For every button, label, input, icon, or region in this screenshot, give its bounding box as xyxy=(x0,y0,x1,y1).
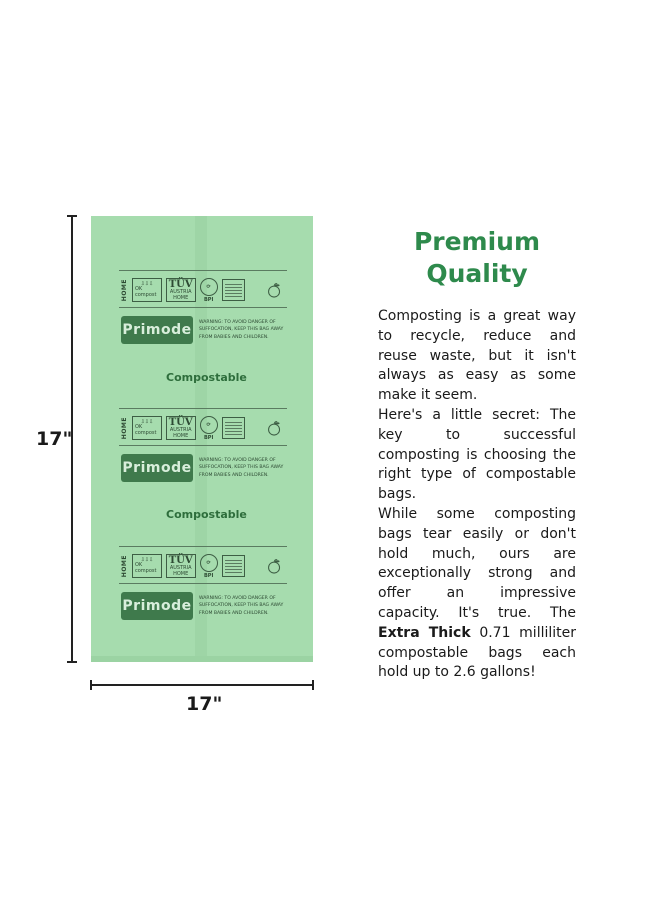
print-rule xyxy=(119,445,287,446)
width-dimension-cap-right xyxy=(312,680,314,690)
cert-home-label: HOME xyxy=(121,416,128,440)
tuv-label: TÜV xyxy=(168,417,193,428)
cert-home-label: HOME xyxy=(121,554,128,578)
bpi-label: BPI xyxy=(203,434,214,441)
warning-text: WARNING: TO AVOID DANGER OF SUFFOCATION, KEEP THIS BAG AWAY FROM BABIES AND CHILDREN. xyxy=(199,596,284,616)
tuv-home-label: HOME xyxy=(173,570,189,577)
fine-print-box xyxy=(222,417,245,439)
bpi-badge xyxy=(200,416,218,441)
brand-logo: Primode xyxy=(121,454,193,482)
certification-row xyxy=(121,276,281,304)
bpi-icon: ⟳ xyxy=(200,278,218,296)
print-rule xyxy=(119,583,287,584)
tuv-home-label: HOME xyxy=(173,432,189,439)
ok-compost-label: OK compost xyxy=(135,424,157,436)
fine-print-box xyxy=(222,279,245,301)
bpi-label: BPI xyxy=(203,296,214,303)
width-dimension-label: 17" xyxy=(186,693,223,715)
title-line-2: Quality xyxy=(426,259,528,288)
ok-compost-icon: ⇩⇩⇩ xyxy=(140,280,154,287)
brand-row xyxy=(121,316,289,344)
paragraph-strength-bold: Extra Thick xyxy=(378,624,471,641)
bpi-badge xyxy=(200,278,218,303)
warning-text: WARNING: TO AVOID DANGER OF SUFFOCATION, KEEP THIS BAG AWAY FROM BABIES AND CHILDREN. xyxy=(199,458,284,478)
print-rule xyxy=(119,270,287,271)
height-dimension-cap-bottom xyxy=(67,661,77,663)
bag-bottom-seam xyxy=(91,656,313,662)
ok-compost-label: OK compost xyxy=(135,286,157,298)
ok-compost-badge xyxy=(132,278,162,302)
ok-compost-icon: ⇩⇩⇩ xyxy=(140,418,154,425)
ok-compost-icon: ⇩⇩⇩ xyxy=(140,556,154,563)
ok-compost-label: OK compost xyxy=(135,562,157,574)
title-line-1: Premium xyxy=(413,227,541,256)
tuv-label: TÜV xyxy=(168,555,193,566)
height-dimension-cap-top xyxy=(67,215,77,217)
paragraph-intro: Composting is a great way to recycle, reduce and reuse waste, but it isn't always as easy as some make it seem. xyxy=(378,308,576,404)
tuv-label: TÜV xyxy=(168,279,193,290)
paragraph-secret: Here's a little secret: The key to successful composting is choosing the right type of compostable bags. xyxy=(378,407,576,503)
height-dimension-label: 17" xyxy=(36,428,73,450)
print-rule xyxy=(119,408,287,409)
bpi-icon: ⟳ xyxy=(200,416,218,434)
certification-row xyxy=(121,414,281,442)
apple-icon xyxy=(267,280,281,300)
width-dimension-line xyxy=(91,684,313,686)
compostable-label: Compostable xyxy=(166,371,247,384)
warning-text: WARNING: TO AVOID DANGER OF SUFFOCATION, KEEP THIS BAG AWAY FROM BABIES AND CHILDREN. xyxy=(199,320,284,340)
tuv-badge xyxy=(166,278,196,302)
tuv-austria-label: AUSTRIA xyxy=(169,565,192,571)
paragraph-strength xyxy=(378,505,576,683)
width-dimension-cap-left xyxy=(90,680,92,690)
fine-print-box xyxy=(222,555,245,577)
brand-row xyxy=(121,592,289,620)
cert-home-label: HOME xyxy=(121,278,128,302)
brand-logo: Primode xyxy=(121,592,193,620)
tuv-austria-label: AUSTRIA xyxy=(169,289,192,295)
bpi-badge xyxy=(200,554,218,579)
tuv-home-label: HOME xyxy=(173,294,189,301)
print-rule xyxy=(119,546,287,547)
brand-row xyxy=(121,454,289,482)
page-title xyxy=(378,226,576,290)
compost-bag-image xyxy=(91,216,313,662)
apple-icon xyxy=(267,556,281,576)
paragraph-strength-part2: 0.71 milliliter compostable bags each hold up to 2.6 gallons! xyxy=(378,624,576,681)
certification-row xyxy=(121,552,281,580)
bpi-label: BPI xyxy=(203,572,214,579)
tuv-austria-label: AUSTRIA xyxy=(169,427,192,433)
tuv-badge xyxy=(166,554,196,578)
print-rule xyxy=(119,307,287,308)
compostable-label: Compostable xyxy=(166,508,247,521)
bpi-icon: ⟳ xyxy=(200,554,218,572)
ok-compost-badge xyxy=(132,554,162,578)
ok-compost-badge xyxy=(132,416,162,440)
tuv-badge xyxy=(166,416,196,440)
brand-logo: Primode xyxy=(121,316,193,344)
paragraph-strength-part1: While some composting bags tear easily or don't hold much, ours are exceptionally strong and offer an impressive capacity. It's true. The xyxy=(378,506,576,621)
apple-icon xyxy=(267,418,281,438)
